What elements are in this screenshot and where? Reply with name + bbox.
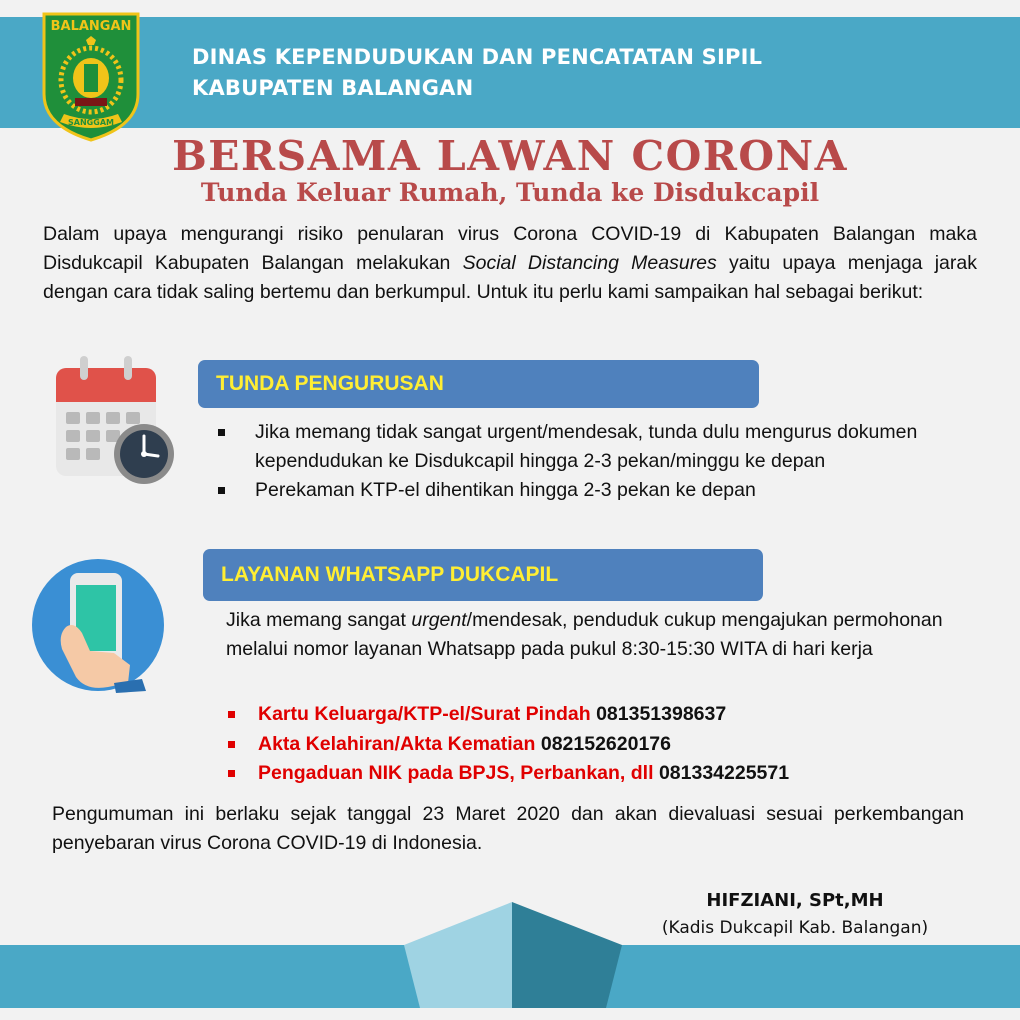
list-item: Jika memang tidak sangat urgent/mendesak, tunda dulu mengurus dokumen kependudukan ke Disdukcapil hingga 2-3 pekan/minggu ke depan: [218, 418, 918, 476]
logo-text-bottom: SANGGAM: [68, 118, 114, 127]
contact-label: Pengaduan NIK pada BPJS, Perbankan, dll: [258, 762, 654, 784]
contact-number: 081334225571: [658, 762, 790, 784]
whatsapp-paragraph: Jika memang sangat urgent/mendesak, penduduk cukup mengajukan permohonan melalui nomor layanan Whatsapp pada pukul 8:30-15:30 WITA di hari kerja: [226, 609, 943, 660]
signatory-name: HIFZIANI, SPt,MH: [706, 890, 884, 911]
urgent-italic: urgent: [411, 609, 467, 631]
smartphone-hand-icon: [30, 557, 166, 693]
list-item: Perekaman KTP-el dihentikan hingga 2-3 pekan ke depan: [218, 476, 918, 505]
logo-text-top: BALANGAN: [50, 19, 132, 34]
balangan-emblem-logo: [40, 10, 142, 142]
section-heading-layanan-whatsapp: LAYANAN WHATSAPP DUKCAPIL: [203, 549, 763, 601]
subtitle: Tunda Keluar Rumah, Tunda ke Disdukcapil: [200, 178, 820, 207]
contact-number: 081351398637: [596, 703, 727, 725]
contact-label: Kartu Keluarga/KTP-el/Surat Pindah: [258, 703, 591, 725]
intro-text-2: yaitu upaya menjaga jarak dengan cara tidak saling bertemu dan berkumpul. Untuk itu perlu kami sampaikan hal sebagai berikut:: [43, 252, 977, 303]
footer-paragraph: Pengumuman ini berlaku sejak tanggal 23 Maret 2020 dan akan dievaluasi sesuai perkembangan penyebaran virus Corona COVID-19 di Indonesia.: [52, 803, 964, 854]
footer-band: [0, 945, 1020, 1008]
agency-name: [192, 42, 762, 104]
signatory-title: (Kadis Dukcapil Kab. Balangan): [661, 918, 929, 938]
contact-item: [228, 759, 789, 789]
tunda-bullet-list: [218, 418, 918, 505]
intro-italic: Social Distancing Measures: [462, 252, 717, 274]
intro-paragraph: [43, 220, 977, 307]
section-heading-tunda-pengurusan: TUNDA PENGURUSAN: [198, 360, 759, 408]
contact-label: Akta Kelahiran/Akta Kematian: [258, 732, 536, 755]
calendar-clock-icon: [52, 356, 176, 486]
whatsapp-contact-list: [228, 700, 789, 789]
main-title: BERSAMA LAWAN CORONA: [172, 132, 848, 180]
contact-number: 082152620176: [540, 732, 671, 755]
contact-item: [228, 700, 789, 730]
agency-line-2: KABUPATEN BALANGAN: [192, 76, 474, 100]
contact-item: [228, 730, 789, 760]
agency-line-1: DINAS KEPENDUDUKAN DAN PENCATATAN SIPIL: [192, 45, 763, 69]
intro-text-1: Dalam upaya mengurangi risiko penularan virus Corona COVID-19 di Kabupaten Balangan maka Disdukcapil Kabupaten Balangan melakukan: [43, 223, 977, 274]
